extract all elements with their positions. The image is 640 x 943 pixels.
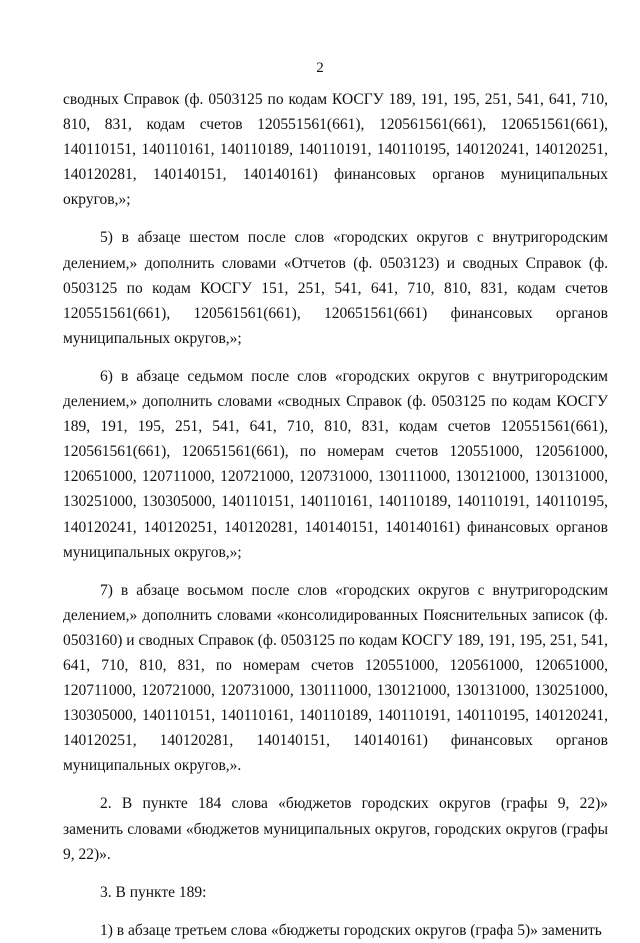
paragraph-continuation: сводных Справок (ф. 0503125 по кодам КОСГУ 189, 191, 195, 251, 541, 641, 710, 810, 831, кодам счетов 120551561(661), 120561561(661), 120651561(661), 140110151, 140110161, 140110189, 140110191, 140110195, 140120241, 140120251, 140120281, 140140151, 140140161) финансовых органов муниципальных округов,»; bbox=[63, 91, 608, 209]
paragraph-item-7: 7) в абзаце восьмом после слов «городских округов с внутригородским делением,» дополнить словами «консолидированных Пояснительных записок (ф. 0503160) и сводных Справок (ф. 0503125 по кодам КОСГУ 189, 191, 195, 251, 541, 641, 710, 810, 831, по номерам счетов 120551000, 120561000, 120651000, 120711000, 120721000, 120731000, 130111000, 130121000, 130131000, 130251000, 130305000, 140110151, 140110161, 140110189, 140110191, 140110195, 140120241, 140120251, 140120281, 140140151, 140140161) финансовых органов муниципальных округов,». bbox=[63, 581, 608, 775]
paragraph-point-2: 2. В пункте 184 слова «бюджетов городских округов (графы 9, 22)» заменить словами «бюджетов муниципальных округов, городских округов (графы 9, 22)». bbox=[63, 795, 608, 863]
document-body bbox=[63, 87, 608, 943]
paragraph-subitem-1: 1) в абзаце третьем слова «бюджеты городских округов (графа 5)» заменить bbox=[100, 921, 602, 939]
paragraph-item-5: 5) в абзаце шестом после слов «городских округов с внутригородским делением,» дополнить словами «Отчетов (ф. 0503123) и сводных Справок (ф. 0503125 по кодам КОСГУ 151, 251, 541, 641, 710, 810, 831, кодам счетов 120551561(661), 120561561(661), 120651561(661) финансовых органов муниципальных округов,»; bbox=[63, 229, 608, 347]
paragraph-item-6: 6) в абзаце седьмом после слов «городских округов с внутригородским делением,» дополнить словами «сводных Справок (ф. 0503125 по кодам КОСГУ 189, 191, 195, 251, 541, 641, 710, 810, 831, кодам счетов 120551561(661), 120561561(661), 120651561(661), по номерам счетов 120551000, 120561000, 120651000, 120711000, 120721000, 120731000, 130111000, 130121000, 130131000, 130251000, 130305000, 140110151, 140110161, 140110189, 140110191, 140110195, 140120241, 140120251, 140120281, 140140151, 140140161) финансовых органов муниципальных округов,»; bbox=[63, 367, 608, 561]
page-number: 2 bbox=[316, 60, 324, 76]
paragraph-point-3: 3. В пункте 189: bbox=[100, 883, 207, 901]
